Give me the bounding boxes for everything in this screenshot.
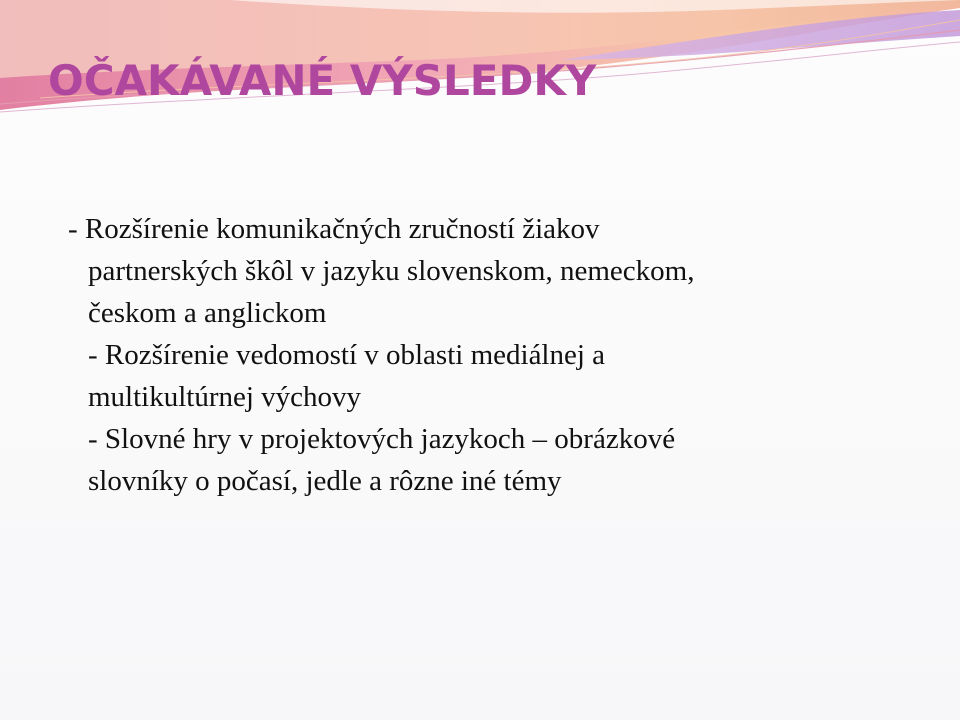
body-line: partnerských škôl v jazyku slovenskom, nemeckom, — [88, 255, 695, 287]
body-line: - Slovné hry v projektových jazykoch – obrázkové — [88, 423, 676, 455]
body-line: - Rozšírenie komunikačných zručností žiakov — [68, 213, 600, 245]
body-line: slovníky o počasí, jedle a rôzne iné témy — [88, 465, 562, 497]
body-line: českom a anglickom — [88, 297, 327, 329]
slide-body-text — [68, 208, 908, 502]
body-line: - Rozšírenie vedomostí v oblasti mediálnej a — [88, 339, 606, 371]
slide-title: OČAKÁVANÉ VÝSLEDKY — [48, 56, 597, 105]
body-line: multikultúrnej výchovy — [88, 381, 362, 413]
